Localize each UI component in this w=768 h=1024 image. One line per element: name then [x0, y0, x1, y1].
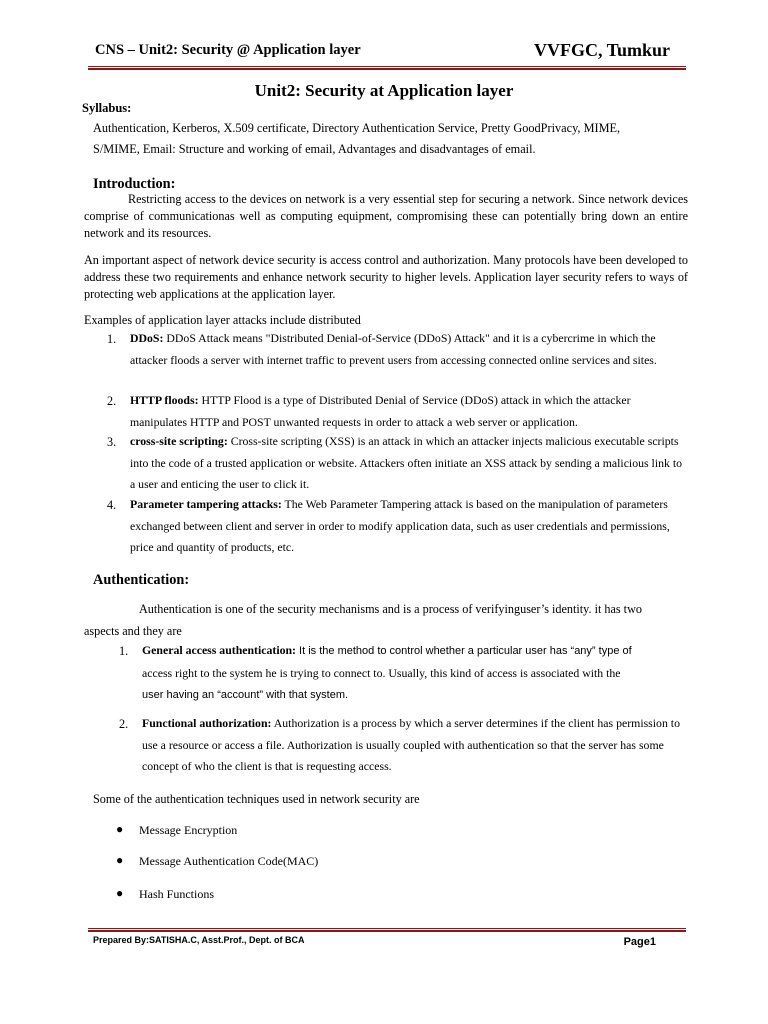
- auth-item-2: [142, 713, 690, 778]
- attack-3-text: Cross-site scripting (XSS) is an attack in which an attacker injects malicious executable scripts into the code of a trusted application or website. Attackers often initiate an XSS attack by sending a malicious link to a user and enticing the user to click it.: [130, 434, 683, 491]
- syllabus-line-1: Authentication, Kerberos, X.509 certificate, Directory Authentication Service, Pretty GoodPrivacy, MIME,: [93, 121, 621, 135]
- attack-1-text: DDoS Attack means "Distributed Denial-of-Service (DDoS) Attack" and it is a cybercrime in which the attacker floods a server with internet traffic to prevent users from accessing connected online services and sites.: [130, 331, 657, 367]
- attack-2-item: [130, 390, 690, 433]
- auth-item-2-number: 2.: [119, 717, 129, 731]
- examples-intro: Examples of application layer attacks include distributed: [84, 313, 361, 327]
- techniques-intro: Some of the authentication techniques used in network security are: [93, 792, 420, 806]
- intro-paragraph-2: An important aspect of network device security is access control and authorization. Many protocols have been developed to address these two requirements and enhance network security to higher levels. Application layer security refers to ways of protecting web applications at the application layer.: [84, 253, 688, 301]
- auth-item-1: [142, 640, 690, 707]
- auth-item-1-number: 1.: [119, 644, 129, 658]
- auth-item-1-text-2: access right to the system he is trying to connect to. Usually, this kind of access is associated with the: [142, 665, 621, 680]
- attack-4-item: [130, 494, 690, 559]
- header-left: CNS – Unit2: Security @ Application layer: [95, 42, 361, 58]
- header-right: VVFGC, Tumkur: [533, 40, 670, 60]
- auth-paragraph-line-2: aspects and they are: [84, 624, 182, 638]
- attack-2-text: HTTP Flood is a type of Distributed Denial of Service (DDoS) attack in which the attacker manipulates HTTP and POST unwanted requests in order to attack a web server or application.: [130, 393, 631, 429]
- auth-item-2-term: Functional authorization:: [142, 716, 272, 730]
- introduction-heading: Introduction:: [93, 176, 176, 192]
- intro-paragraph-1: Restricting access to the devices on network is a very essential step for securing a network. Since network devices comprise of communicationas well as computing equipment, compromising these can potentially bring down an entire network and its resources.: [84, 192, 688, 240]
- footer-page-number: Page1: [623, 936, 656, 948]
- auth-paragraph-line-1: Authentication is one of the security mechanisms and is a process of verifyinguser’s identity. it has two: [139, 602, 642, 616]
- attack-3-term: cross-site scripting:: [130, 434, 228, 448]
- technique-2: Message Authentication Code(MAC): [139, 854, 319, 868]
- page-title: Unit2: Security at Application layer: [254, 81, 514, 100]
- technique-1: Message Encryption: [139, 823, 238, 837]
- auth-item-1-text-3: user having an “account” with that system.: [142, 689, 349, 701]
- attack-2-term: HTTP floods:: [130, 393, 199, 407]
- bullet-icon: ●: [116, 886, 124, 900]
- authentication-heading: Authentication:: [93, 572, 190, 588]
- auth-item-2-text: Authorization is a process by which a server determines if the client has permission to use a resource or access a file. Authorization is usually coupled with authentication so that the server has some concept of who the client is that is requesting access.: [142, 716, 680, 773]
- attack-1-term: DDoS:: [130, 331, 164, 345]
- syllabus-line-2: S/MIME, Email: Structure and working of email, Advantages and disadvantages of email.: [93, 142, 536, 156]
- auth-item-1-term: General access authentication:: [142, 643, 296, 657]
- attack-4-text: The Web Parameter Tampering attack is based on the manipulation of parameters exchanged between client and server in order to modify application data, such as user credentials and permissions, price and quantity of products, etc.: [130, 497, 670, 554]
- attack-1-item: [130, 328, 690, 371]
- attack-3-number: 3.: [107, 435, 117, 449]
- attack-4-number: 4.: [107, 498, 117, 512]
- technique-3: Hash Functions: [139, 887, 214, 901]
- attack-4-term: Parameter tampering attacks:: [130, 497, 282, 511]
- auth-item-1-text: It is the method to control whether a particular user has “any” type of: [296, 645, 632, 657]
- footer-rule: [88, 928, 686, 932]
- attack-2-number: 2.: [107, 394, 117, 408]
- header-rule: [88, 66, 686, 70]
- attack-1-number: 1.: [107, 332, 117, 346]
- syllabus-heading: Syllabus:: [82, 101, 132, 115]
- attack-3-item: [130, 431, 690, 496]
- footer-prepared-by: Prepared By:SATISHA.C, Asst.Prof., Dept. of BCA: [93, 935, 305, 945]
- bullet-icon: ●: [116, 853, 124, 867]
- bullet-icon: ●: [116, 822, 124, 836]
